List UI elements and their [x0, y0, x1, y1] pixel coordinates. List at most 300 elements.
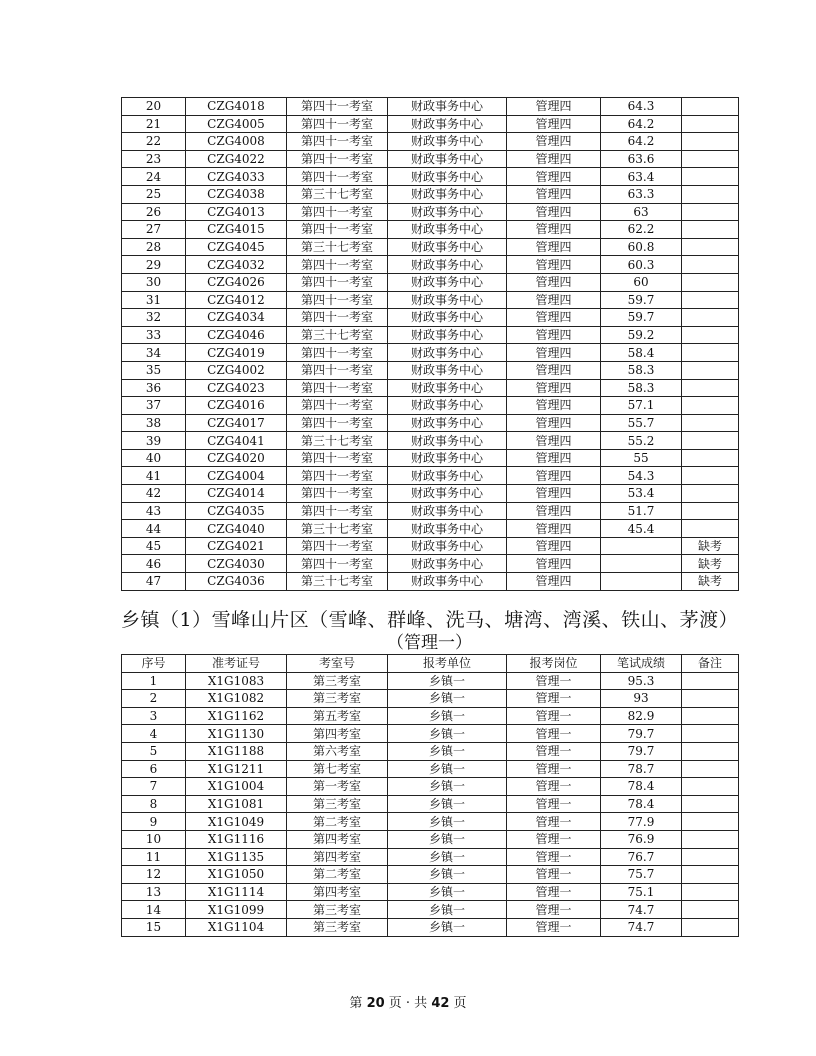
- cell-unit: 财政事务中心: [388, 221, 507, 239]
- table-row: [122, 203, 739, 221]
- results-table-management-4: [121, 97, 739, 591]
- cell-index: 3: [122, 707, 186, 725]
- cell-exam-room: 第四十一考室: [287, 449, 388, 467]
- cell-unit: 乡镇一: [388, 690, 507, 708]
- cell-exam-room: 第四十一考室: [287, 133, 388, 151]
- cell-position: 管理四: [507, 344, 601, 362]
- cell-score: 75.1: [601, 883, 682, 901]
- footer-suffix: 页: [449, 996, 467, 1011]
- cell-note: [682, 672, 739, 690]
- cell-ticket-number: CZG4040: [186, 520, 287, 538]
- cell-unit: 乡镇一: [388, 901, 507, 919]
- table-row: [122, 760, 739, 778]
- cell-position: 管理四: [507, 397, 601, 415]
- cell-score: 62.2: [601, 221, 682, 239]
- cell-index: 26: [122, 203, 186, 221]
- cell-unit: 乡镇一: [388, 813, 507, 831]
- cell-unit: 财政事务中心: [388, 573, 507, 591]
- cell-position: 管理四: [507, 185, 601, 203]
- cell-note: [682, 185, 739, 203]
- cell-score: 74.7: [601, 901, 682, 919]
- cell-unit: 财政事务中心: [388, 502, 507, 520]
- cell-index: 22: [122, 133, 186, 151]
- cell-unit: 乡镇一: [388, 760, 507, 778]
- cell-position: 管理一: [507, 918, 601, 936]
- cell-index: 9: [122, 813, 186, 831]
- cell-unit: 乡镇一: [388, 672, 507, 690]
- cell-position: 管理四: [507, 573, 601, 591]
- cell-position: 管理一: [507, 672, 601, 690]
- cell-index: 4: [122, 725, 186, 743]
- cell-note: [682, 467, 739, 485]
- cell-note: [682, 707, 739, 725]
- cell-index: 33: [122, 326, 186, 344]
- table-row: [122, 344, 739, 362]
- cell-ticket-number: X1G1162: [186, 707, 287, 725]
- cell-index: 5: [122, 742, 186, 760]
- cell-note: [682, 866, 739, 884]
- cell-note: [682, 379, 739, 397]
- cell-ticket-number: CZG4035: [186, 502, 287, 520]
- cell-position: 管理一: [507, 795, 601, 813]
- cell-exam-room: 第三十七考室: [287, 573, 388, 591]
- cell-exam-room: 第四十一考室: [287, 397, 388, 415]
- cell-ticket-number: CZG4016: [186, 397, 287, 415]
- table-row: [122, 848, 739, 866]
- cell-unit: 财政事务中心: [388, 555, 507, 573]
- cell-score: 78.4: [601, 795, 682, 813]
- cell-exam-room: 第三考室: [287, 672, 388, 690]
- cell-index: 7: [122, 778, 186, 796]
- cell-index: 44: [122, 520, 186, 538]
- cell-position: 管理四: [507, 150, 601, 168]
- cell-index: 40: [122, 449, 186, 467]
- cell-unit: 财政事务中心: [388, 168, 507, 186]
- table-row: [122, 291, 739, 309]
- cell-ticket-number: X1G1081: [186, 795, 287, 813]
- cell-index: 10: [122, 830, 186, 848]
- cell-ticket-number: CZG4030: [186, 555, 287, 573]
- cell-position: 管理四: [507, 379, 601, 397]
- page-footer: [0, 992, 816, 1011]
- cell-ticket-number: CZG4034: [186, 309, 287, 327]
- table-row: [122, 485, 739, 503]
- cell-unit: 财政事务中心: [388, 185, 507, 203]
- cell-note: [682, 397, 739, 415]
- cell-index: 30: [122, 273, 186, 291]
- cell-unit: 乡镇一: [388, 795, 507, 813]
- cell-ticket-number: X1G1114: [186, 883, 287, 901]
- table-row: [122, 866, 739, 884]
- cell-ticket-number: CZG4002: [186, 361, 287, 379]
- cell-ticket-number: X1G1004: [186, 778, 287, 796]
- cell-ticket-number: X1G1211: [186, 760, 287, 778]
- header-cell-note: 备注: [682, 655, 739, 673]
- table-row: [122, 901, 739, 919]
- cell-position: 管理一: [507, 830, 601, 848]
- table-row: [122, 168, 739, 186]
- cell-score: 59.2: [601, 326, 682, 344]
- cell-unit: 财政事务中心: [388, 326, 507, 344]
- cell-note: [682, 848, 739, 866]
- cell-ticket-number: CZG4036: [186, 573, 287, 591]
- table-row: [122, 414, 739, 432]
- cell-index: 15: [122, 918, 186, 936]
- cell-position: 管理四: [507, 520, 601, 538]
- cell-exam-room: 第四十一考室: [287, 414, 388, 432]
- cell-note: [682, 725, 739, 743]
- cell-note: [682, 168, 739, 186]
- cell-ticket-number: CZG4020: [186, 449, 287, 467]
- cell-exam-room: 第三十七考室: [287, 326, 388, 344]
- cell-exam-room: 第四十一考室: [287, 203, 388, 221]
- cell-score: 58.3: [601, 379, 682, 397]
- cell-ticket-number: X1G1116: [186, 830, 287, 848]
- cell-ticket-number: X1G1049: [186, 813, 287, 831]
- cell-ticket-number: CZG4026: [186, 273, 287, 291]
- cell-position: 管理一: [507, 690, 601, 708]
- header-cell-score: 笔试成绩: [601, 655, 682, 673]
- cell-index: 41: [122, 467, 186, 485]
- cell-exam-room: 第四十一考室: [287, 467, 388, 485]
- cell-position: 管理一: [507, 901, 601, 919]
- cell-index: 2: [122, 690, 186, 708]
- cell-exam-room: 第四十一考室: [287, 291, 388, 309]
- cell-index: 24: [122, 168, 186, 186]
- cell-ticket-number: CZG4021: [186, 537, 287, 555]
- cell-score: [601, 555, 682, 573]
- cell-index: 8: [122, 795, 186, 813]
- section-subtitle: （管理一）: [387, 633, 472, 653]
- table-row: [122, 573, 739, 591]
- cell-position: 管理四: [507, 309, 601, 327]
- cell-index: 23: [122, 150, 186, 168]
- cell-index: 36: [122, 379, 186, 397]
- cell-note: [682, 485, 739, 503]
- cell-position: 管理一: [507, 778, 601, 796]
- header-cell-exam-room: 考室号: [287, 655, 388, 673]
- header-cell-ticket-number: 准考证号: [186, 655, 287, 673]
- cell-note: [682, 502, 739, 520]
- cell-ticket-number: X1G1083: [186, 672, 287, 690]
- cell-ticket-number: CZG4005: [186, 115, 287, 133]
- cell-exam-room: 第四十一考室: [287, 273, 388, 291]
- cell-index: 13: [122, 883, 186, 901]
- cell-position: 管理四: [507, 221, 601, 239]
- cell-exam-room: 第四十一考室: [287, 168, 388, 186]
- cell-unit: 乡镇一: [388, 830, 507, 848]
- cell-note: [682, 326, 739, 344]
- table-row: [122, 690, 739, 708]
- cell-position: 管理四: [507, 537, 601, 555]
- table-row: [122, 115, 739, 133]
- cell-position: 管理四: [507, 502, 601, 520]
- cell-score: 59.7: [601, 291, 682, 309]
- cell-unit: 财政事务中心: [388, 238, 507, 256]
- cell-index: 42: [122, 485, 186, 503]
- cell-index: 31: [122, 291, 186, 309]
- cell-exam-room: 第二考室: [287, 866, 388, 884]
- cell-note: [682, 98, 739, 116]
- table-row: [122, 467, 739, 485]
- cell-ticket-number: CZG4033: [186, 168, 287, 186]
- cell-position: 管理一: [507, 707, 601, 725]
- footer-middle: 页 · 共: [384, 996, 432, 1011]
- cell-score: 60: [601, 273, 682, 291]
- cell-index: 43: [122, 502, 186, 520]
- cell-score: 63: [601, 203, 682, 221]
- cell-ticket-number: CZG4046: [186, 326, 287, 344]
- cell-ticket-number: X1G1130: [186, 725, 287, 743]
- cell-index: 35: [122, 361, 186, 379]
- cell-exam-room: 第三考室: [287, 690, 388, 708]
- cell-score: 58.3: [601, 361, 682, 379]
- cell-ticket-number: X1G1135: [186, 848, 287, 866]
- cell-score: 45.4: [601, 520, 682, 538]
- cell-unit: 财政事务中心: [388, 361, 507, 379]
- cell-index: 46: [122, 555, 186, 573]
- cell-score: 63.3: [601, 185, 682, 203]
- table-row: [122, 432, 739, 450]
- cell-score: 78.7: [601, 760, 682, 778]
- cell-index: 27: [122, 221, 186, 239]
- cell-note: [682, 133, 739, 151]
- cell-exam-room: 第三考室: [287, 901, 388, 919]
- cell-index: 45: [122, 537, 186, 555]
- cell-exam-room: 第七考室: [287, 760, 388, 778]
- cell-score: 76.9: [601, 830, 682, 848]
- cell-score: 55: [601, 449, 682, 467]
- cell-note: [682, 115, 739, 133]
- cell-unit: 财政事务中心: [388, 520, 507, 538]
- cell-score: 79.7: [601, 742, 682, 760]
- cell-exam-room: 第三十七考室: [287, 520, 388, 538]
- cell-exam-room: 第四考室: [287, 848, 388, 866]
- cell-ticket-number: CZG4014: [186, 485, 287, 503]
- cell-unit: 财政事务中心: [388, 397, 507, 415]
- results-table-body: [122, 98, 739, 591]
- table-row: [122, 361, 739, 379]
- table-row: [122, 273, 739, 291]
- cell-ticket-number: CZG4045: [186, 238, 287, 256]
- cell-ticket-number: CZG4017: [186, 414, 287, 432]
- cell-unit: 乡镇一: [388, 725, 507, 743]
- cell-note: [682, 344, 739, 362]
- cell-exam-room: 第四十一考室: [287, 344, 388, 362]
- cell-position: 管理四: [507, 485, 601, 503]
- cell-note: [682, 760, 739, 778]
- table-row: [122, 256, 739, 274]
- cell-position: 管理一: [507, 742, 601, 760]
- table-row: [122, 309, 739, 327]
- cell-exam-room: 第四十一考室: [287, 502, 388, 520]
- cell-exam-room: 第四十一考室: [287, 150, 388, 168]
- cell-note: [682, 883, 739, 901]
- cell-score: [601, 537, 682, 555]
- table-row: [122, 707, 739, 725]
- table-row: [122, 813, 739, 831]
- cell-position: 管理四: [507, 361, 601, 379]
- cell-unit: 财政事务中心: [388, 344, 507, 362]
- cell-exam-room: 第四十一考室: [287, 256, 388, 274]
- cell-score: 78.4: [601, 778, 682, 796]
- cell-index: 38: [122, 414, 186, 432]
- cell-score: 60.3: [601, 256, 682, 274]
- cell-ticket-number: X1G1104: [186, 918, 287, 936]
- cell-exam-room: 第四十一考室: [287, 221, 388, 239]
- cell-unit: 财政事务中心: [388, 273, 507, 291]
- cell-note: [682, 449, 739, 467]
- cell-note: [682, 414, 739, 432]
- table-row: [122, 537, 739, 555]
- cell-index: 1: [122, 672, 186, 690]
- cell-position: 管理一: [507, 866, 601, 884]
- cell-unit: 财政事务中心: [388, 291, 507, 309]
- results-table-township-management-1: [121, 654, 739, 937]
- table-row: [122, 238, 739, 256]
- cell-exam-room: 第六考室: [287, 742, 388, 760]
- cell-unit: 财政事务中心: [388, 379, 507, 397]
- cell-unit: 财政事务中心: [388, 150, 507, 168]
- cell-unit: 乡镇一: [388, 707, 507, 725]
- cell-index: 28: [122, 238, 186, 256]
- cell-note: [682, 221, 739, 239]
- table-row: [122, 725, 739, 743]
- cell-exam-room: 第三考室: [287, 918, 388, 936]
- cell-score: [601, 573, 682, 591]
- table-row: [122, 449, 739, 467]
- cell-position: 管理一: [507, 725, 601, 743]
- cell-ticket-number: CZG4019: [186, 344, 287, 362]
- header-cell-index: 序号: [122, 655, 186, 673]
- cell-position: 管理四: [507, 467, 601, 485]
- table-row: [122, 778, 739, 796]
- cell-score: 64.2: [601, 115, 682, 133]
- cell-ticket-number: CZG4023: [186, 379, 287, 397]
- cell-exam-room: 第二考室: [287, 813, 388, 831]
- cell-unit: 乡镇一: [388, 848, 507, 866]
- cell-note: [682, 690, 739, 708]
- cell-position: 管理四: [507, 168, 601, 186]
- cell-note: [682, 520, 739, 538]
- cell-note: [682, 309, 739, 327]
- cell-note: [682, 742, 739, 760]
- cell-index: 32: [122, 309, 186, 327]
- cell-ticket-number: CZG4015: [186, 221, 287, 239]
- cell-score: 82.9: [601, 707, 682, 725]
- cell-score: 64.3: [601, 98, 682, 116]
- section-title: 乡镇（1）雪峰山片区（雪峰、群峰、洗马、塘湾、湾溪、铁山、茅渡）: [121, 609, 739, 631]
- cell-position: 管理一: [507, 883, 601, 901]
- cell-index: 37: [122, 397, 186, 415]
- cell-score: 74.7: [601, 918, 682, 936]
- cell-note: [682, 830, 739, 848]
- cell-exam-room: 第四考室: [287, 883, 388, 901]
- cell-note: [682, 795, 739, 813]
- cell-exam-room: 第三十七考室: [287, 432, 388, 450]
- header-cell-position: 报考岗位: [507, 655, 601, 673]
- cell-index: 11: [122, 848, 186, 866]
- cell-position: 管理四: [507, 449, 601, 467]
- cell-unit: 财政事务中心: [388, 467, 507, 485]
- cell-score: 57.1: [601, 397, 682, 415]
- table-row: [122, 672, 739, 690]
- total-page-count: 42: [431, 996, 450, 1011]
- cell-ticket-number: CZG4038: [186, 185, 287, 203]
- cell-note: 缺考: [682, 555, 739, 573]
- table-row: [122, 185, 739, 203]
- cell-exam-room: 第四十一考室: [287, 115, 388, 133]
- cell-score: 95.3: [601, 672, 682, 690]
- cell-score: 79.7: [601, 725, 682, 743]
- cell-note: [682, 361, 739, 379]
- table-row: [122, 98, 739, 116]
- cell-score: 53.4: [601, 485, 682, 503]
- footer-prefix: 第: [349, 996, 367, 1011]
- cell-index: 6: [122, 760, 186, 778]
- cell-note: 缺考: [682, 537, 739, 555]
- cell-position: 管理一: [507, 848, 601, 866]
- cell-ticket-number: CZG4012: [186, 291, 287, 309]
- cell-score: 93: [601, 690, 682, 708]
- cell-ticket-number: CZG4013: [186, 203, 287, 221]
- table-row: [122, 221, 739, 239]
- table-row: [122, 795, 739, 813]
- cell-index: 20: [122, 98, 186, 116]
- cell-score: 51.7: [601, 502, 682, 520]
- cell-score: 77.9: [601, 813, 682, 831]
- cell-position: 管理四: [507, 432, 601, 450]
- table-row: [122, 883, 739, 901]
- cell-index: 39: [122, 432, 186, 450]
- cell-position: 管理四: [507, 414, 601, 432]
- cell-position: 管理四: [507, 555, 601, 573]
- table-row: [122, 555, 739, 573]
- cell-exam-room: 第一考室: [287, 778, 388, 796]
- cell-unit: 财政事务中心: [388, 256, 507, 274]
- cell-unit: 乡镇一: [388, 883, 507, 901]
- cell-score: 54.3: [601, 467, 682, 485]
- cell-position: 管理四: [507, 326, 601, 344]
- cell-score: 60.8: [601, 238, 682, 256]
- cell-note: [682, 432, 739, 450]
- table-row: [122, 520, 739, 538]
- cell-score: 63.6: [601, 150, 682, 168]
- header-cell-unit: 报考单位: [388, 655, 507, 673]
- cell-exam-room: 第四考室: [287, 830, 388, 848]
- cell-ticket-number: X1G1188: [186, 742, 287, 760]
- cell-exam-room: 第四十一考室: [287, 98, 388, 116]
- cell-score: 59.7: [601, 309, 682, 327]
- cell-score: 64.2: [601, 133, 682, 151]
- cell-score: 76.7: [601, 848, 682, 866]
- cell-index: 29: [122, 256, 186, 274]
- cell-exam-room: 第三十七考室: [287, 238, 388, 256]
- cell-index: 25: [122, 185, 186, 203]
- cell-position: 管理四: [507, 238, 601, 256]
- cell-exam-room: 第五考室: [287, 707, 388, 725]
- cell-unit: 财政事务中心: [388, 203, 507, 221]
- cell-position: 管理四: [507, 273, 601, 291]
- cell-ticket-number: CZG4032: [186, 256, 287, 274]
- cell-unit: 乡镇一: [388, 778, 507, 796]
- cell-ticket-number: X1G1099: [186, 901, 287, 919]
- cell-unit: 财政事务中心: [388, 432, 507, 450]
- cell-note: [682, 918, 739, 936]
- cell-exam-room: 第三十七考室: [287, 185, 388, 203]
- cell-ticket-number: CZG4008: [186, 133, 287, 151]
- cell-score: 63.4: [601, 168, 682, 186]
